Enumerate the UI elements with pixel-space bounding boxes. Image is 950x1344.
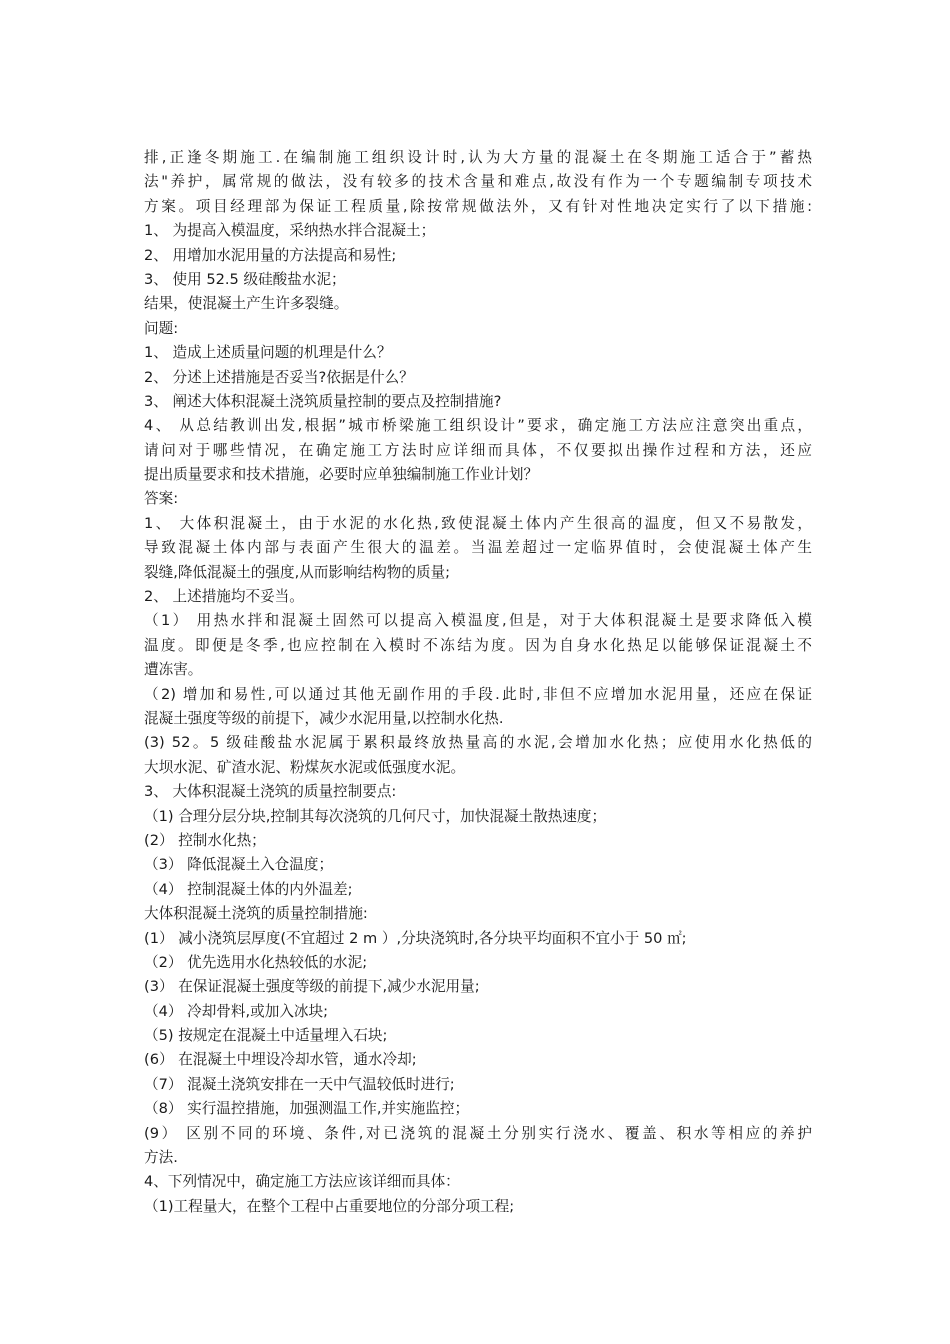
text-line: 遭冻害。: [144, 661, 203, 679]
text-line: (1） 减小浇筑层厚度(不宜超过 2 m ）,分块浇筑时,各分块平均面积不宜小于 50 ㎡;: [144, 929, 687, 947]
text-line: 大体积混凝土浇筑的质量控制措施:: [144, 905, 368, 923]
text-line: (3) 52。5 级硅酸盐水泥属于累积最终放热量高的水泥,会增加水化热；应使用水化热低的: [144, 734, 812, 752]
document-body: [144, 146, 812, 1219]
text-line: (6） 在混凝土中埋设冷却水管，通水冷却;: [144, 1051, 417, 1069]
text-line: 温度。即便是冬季,也应控制在入模时不冻结为度。因为自身水化热足以能够保证混凝土不: [144, 636, 812, 654]
text-line: 导致混凝土体内部与表面产生很大的温差。当温差超过一定临界值时，会使混凝土体产生: [144, 539, 812, 557]
text-line: 2、 上述措施均不妥当。: [144, 588, 304, 606]
text-line: （4） 冷却骨料,或加入冰块;: [144, 1002, 329, 1020]
text-line: （7） 混凝土浇筑安排在一天中气温较低时进行;: [144, 1075, 455, 1093]
text-line: （2) 增加和易性,可以通过其他无副作用的手段.此时,非但不应增加水泥用量，还应在保证: [144, 685, 812, 703]
text-line: 3、 使用 52.5 级硅酸盐水泥；: [144, 270, 346, 288]
text-line: 排,正逢冬期施工.在编制施工组织设计时,认为大方量的混凝土在冬期施工适合于”蓄热: [144, 149, 812, 166]
text-line: （3） 降低混凝土入仓温度；: [144, 856, 334, 874]
text-line: 法"养护，属常规的做法，没有较多的技术含量和难点,故没有作为一个专题编制专项技术: [144, 173, 812, 191]
text-line: （2） 优先选用水化热较低的水泥;: [144, 953, 368, 971]
text-line: 2、 用增加水泥用量的方法提高和易性;: [144, 246, 397, 264]
text-line: （1) 合理分层分块,控制其每次浇筑的几何尺寸，加快混凝土散热速度；: [144, 807, 607, 825]
text-line: (9） 区别不同的环境、条件,对已浇筑的混凝土分别实行浇水、覆盖、积水等相应的养护: [144, 1124, 812, 1142]
text-line: 结果，使混凝土产生许多裂缝。: [144, 295, 349, 313]
text-line: 3、 大体积混凝土浇筑的质量控制要点:: [144, 783, 397, 801]
text-line: 方法.: [144, 1149, 178, 1167]
text-line: 问题:: [144, 319, 179, 337]
text-line: 提出质量要求和技术措施，必要时应单独编制施工作业计划？: [144, 466, 539, 484]
text-line: （8） 实行温控措施，加强测温工作,并实施监控；: [144, 1100, 470, 1118]
text-line: 1、 为提高入模温度，采纳热水拌合混凝土；: [144, 222, 436, 240]
text-line: 答案:: [144, 490, 179, 508]
text-line: 混凝土强度等级的前提下，减少水泥用量,以控制水化热.: [144, 709, 504, 727]
text-line: (2） 控制水化热；: [144, 831, 266, 849]
text-line: 1、 大体积混凝土，由于水泥的水化热,致使混凝土体内产生很高的温度，但又不易散发，: [144, 514, 812, 532]
text-line: 4、下列情况中，确定施工方法应该详细而具体：: [144, 1173, 460, 1191]
text-line: （1） 用热水拌和混凝土固然可以提高入模温度,但是，对于大体积混凝土是要求降低入模: [144, 612, 812, 630]
text-line: 裂缝,降低混凝土的强度,从而影响结构物的质量;: [144, 563, 451, 581]
text-line: 3、 阐述大体积混凝土浇筑质量控制的要点及控制措施?: [144, 392, 502, 410]
text-line: 2、 分述上述措施是否妥当?依据是什么？: [144, 368, 414, 386]
text-line: 方案。项目经理部为保证工程质量,除按常规做法外，又有针对性地决定实行了以下措施:: [144, 197, 812, 215]
text-line: 1、 造成上述质量问题的机理是什么？: [144, 344, 392, 362]
text-line: （1)工程量大，在整个工程中占重要地位的分部分项工程;: [144, 1197, 515, 1215]
text-line: 请问对于哪些情况，在确定施工方法时应详细而具体，不仅要拟出操作过程和方法，还应: [144, 441, 812, 459]
text-line: （4） 控制混凝土体的内外温差;: [144, 880, 353, 898]
text-line: 大坝水泥、矿渣水泥、粉煤灰水泥或低强度水泥。: [144, 758, 466, 776]
text-line: （5) 按规定在混凝土中适量埋入石块;: [144, 1027, 388, 1045]
text-line: 4、 从总结教训出发,根据”城市桥梁施工组织设计”要求，确定施工方法应注意突出重点，: [144, 417, 812, 435]
text-line: (3） 在保证混凝土强度等级的前提下,减少水泥用量;: [144, 978, 480, 996]
